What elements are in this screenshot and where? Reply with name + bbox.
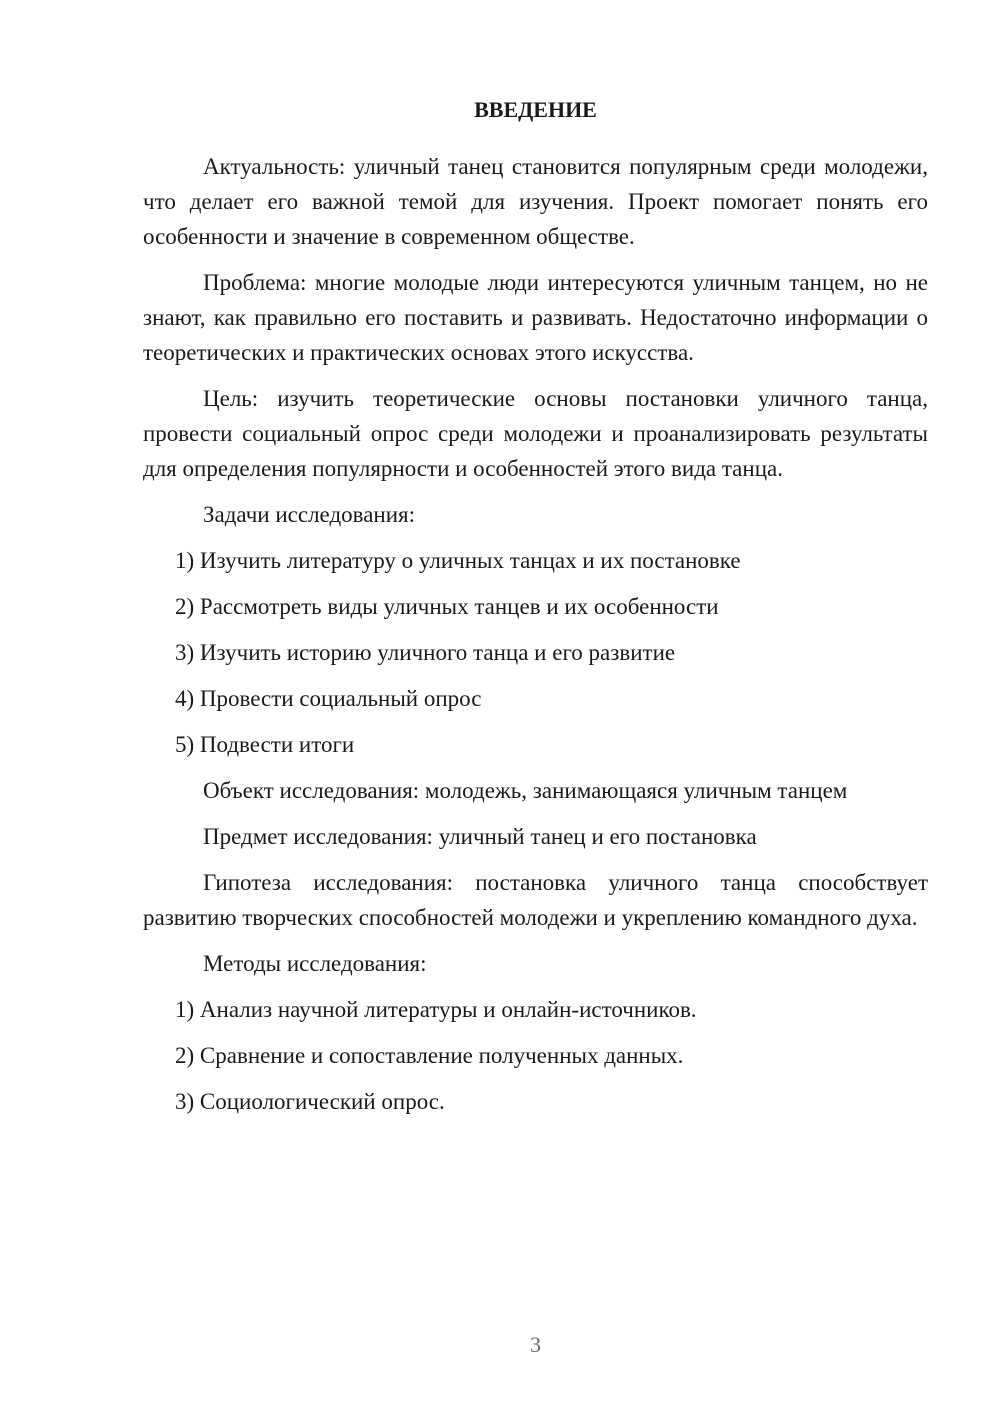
method-item-3: 3) Социологический опрос.: [175, 1089, 445, 1114]
method-item-2: 2) Сравнение и сопоставление полученных данных.: [175, 1043, 684, 1068]
methods-heading: Методы исследования:: [203, 951, 427, 976]
research-subject: Предмет исследования: уличный танец и его постановка: [203, 824, 757, 849]
relevance-paragraph: Актуальность: уличный танец становится популярным среди молодежи, что делает его важной темой для изучения. Проект помогает понять его особенности и значение в современном обществе.: [143, 154, 928, 249]
task-item-2: 2) Рассмотреть виды уличных танцев и их особенности: [175, 594, 719, 619]
tasks-heading: Задачи исследования:: [203, 502, 416, 527]
task-item-5: 5) Подвести итоги: [175, 732, 355, 757]
section-title: ВВЕДЕНИЕ: [474, 97, 597, 122]
problem-paragraph: Проблема: многие молодые люди интересуются уличным танцем, но не знают, как правильно его поставить и развивать. Недостаточно информации о теоретических и практических основах этого искусства.: [143, 270, 928, 365]
goal-paragraph: Цель: изучить теоретические основы постановки уличного танца, провести социальный опрос среди молодежи и проанализировать результаты для определения популярности и особенностей этого вида танца.: [143, 386, 928, 481]
task-item-4: 4) Провести социальный опрос: [175, 686, 482, 711]
task-item-3: 3) Изучить историю уличного танца и его развитие: [175, 640, 676, 665]
page-number: 3: [530, 1332, 541, 1357]
task-item-1: 1) Изучить литературу о уличных танцах и их постановке: [175, 548, 741, 573]
method-item-1: 1) Анализ научной литературы и онлайн-источников.: [175, 997, 697, 1022]
hypothesis-paragraph: Гипотеза исследования: постановка уличного танца способствует развитию творческих способностей молодежи и укреплению командного духа.: [143, 870, 928, 930]
document-page: [143, 92, 928, 1130]
research-object: Объект исследования: молодежь, занимающаяся уличным танцем: [203, 778, 848, 803]
